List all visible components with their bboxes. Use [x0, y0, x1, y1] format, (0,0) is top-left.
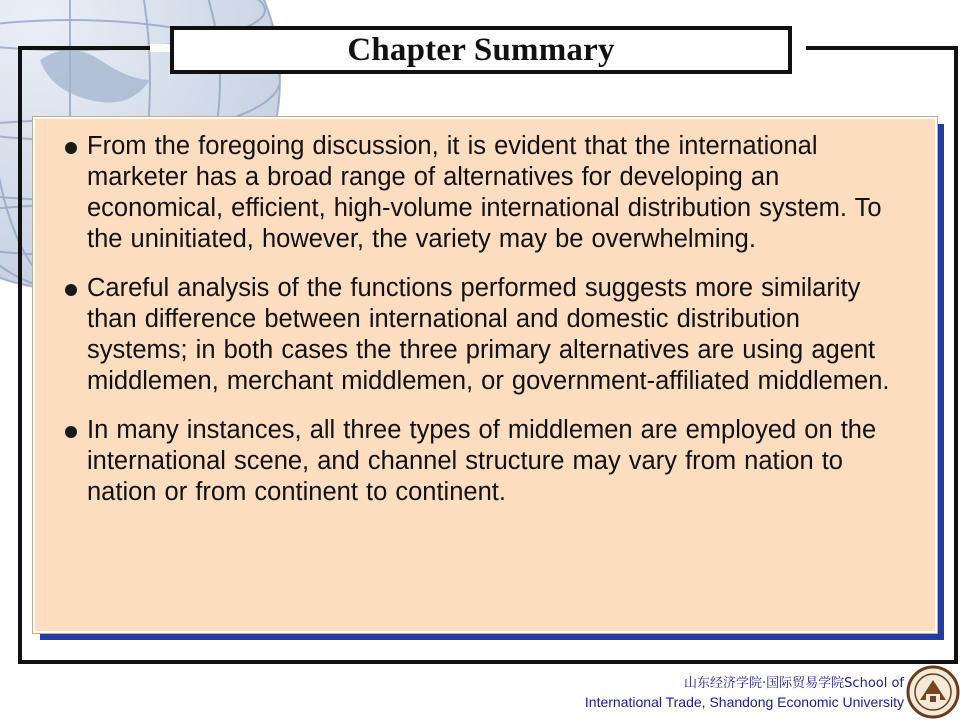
bullet-item [65, 415, 899, 508]
title-box [170, 26, 792, 74]
bullet-text: From the foregoing discussion, it is evident that the international marketer has a broad range of alternatives for developing an economical, efficient, high-volume international distribution system. To the uninitiated, however, the variety may be overwhelming. [87, 132, 882, 253]
bullet-text: In many instances, all three types of middlemen are employed on the international scene, and channel structure may vary from nation to nation or from continent to continent. [87, 416, 877, 506]
frame-gap-left [150, 44, 170, 52]
footer-line-2: International Trade, Shandong Economic University [584, 694, 904, 710]
bullet-icon [65, 284, 77, 296]
bullet-list [65, 131, 899, 508]
footer-line-1: 山东经济学院·国际贸易学院School of [684, 676, 904, 691]
bullet-icon [65, 426, 77, 438]
frame-gap-right [792, 44, 806, 52]
university-seal-icon [906, 664, 960, 720]
content-box [33, 117, 937, 633]
footer-credit [585, 674, 904, 712]
bullet-item [65, 273, 899, 397]
bullet-item [65, 131, 899, 255]
bullet-icon [65, 142, 77, 154]
bullet-text: Careful analysis of the functions performed suggests more similarity than difference between international and domestic distribution systems; in both cases the three primary alternatives are using agent middlemen, merchant middlemen, or government-affiliated middlemen. [87, 274, 890, 395]
slide-title: Chapter Summary [347, 31, 615, 68]
